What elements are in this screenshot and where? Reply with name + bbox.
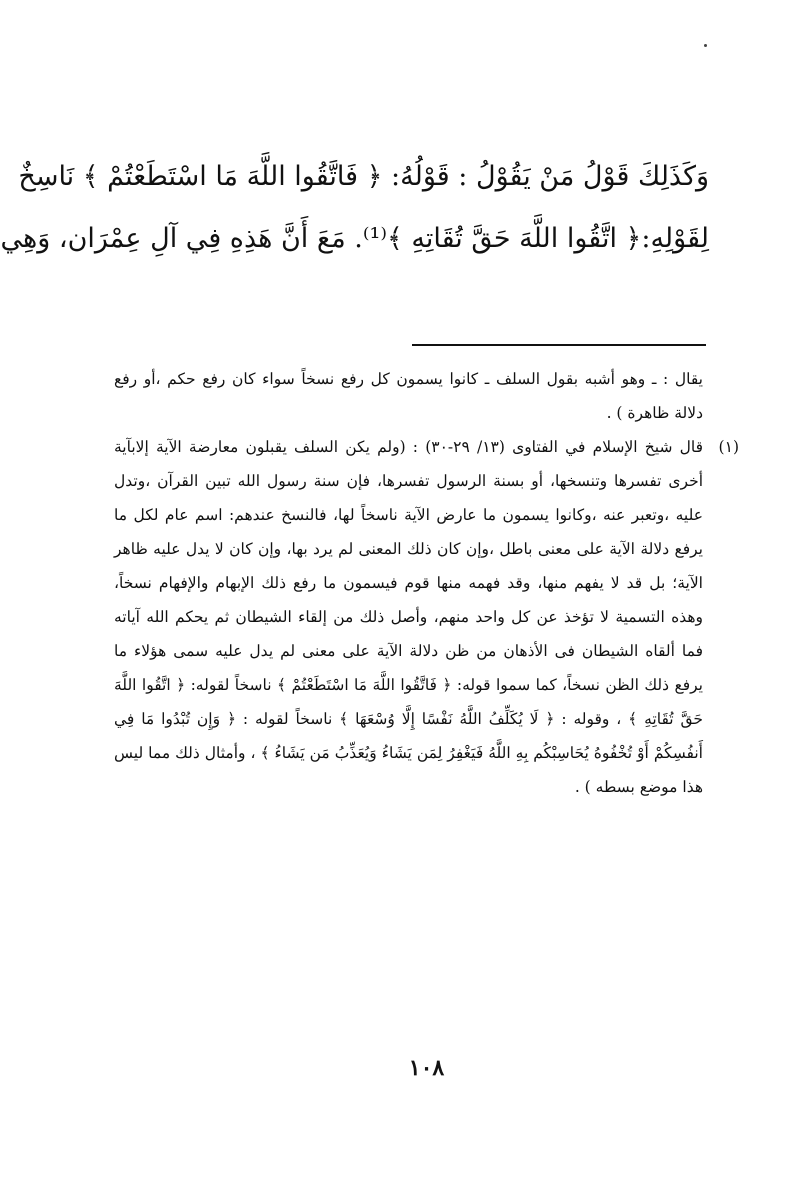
footnote-continuation: يقال : ـ وهو أشبه بقول السلف ـ كانوا يسمون كل رفع نسخاً سواء كان رفع حكم ،أو رفع دلالة ظاهرة ) .: [114, 370, 703, 422]
footnote-text: قال شيخ الإسلام في الفتاوى (١٣/ ٢٩-٣٠) : (ولم يكن السلف يقبلون معارضة الآية إلابآية أخرى تفسرها وتنسخها، أو بسنة الرسول تفسرها، فإن سنة رسول الله تبين القرآن ،وتدل عليه ،وتعبر عنه ،وكانوا يسمون ما عارض الآية ناسخاً لها، فالنسخ عندهم: اسم عام لكل ما يرفع دلالة الآية على معنى باطل ،وإن كان ذلك المعنى لم يرد بها، وإن كان لا يدل عليه ظاهر الآية؛ بل قد لا يفهم منها، وقد فهمه منها قوم فيسمون ما رفع ذلك الإبهام والإفهام نسخاً، وهذه التسمية لا تؤخذ عن كل واحد منهم، وأصل ذلك من إلقاء الشيطان ثم يحكم الله آياته فما ألقاه الشيطان فى الأذهان من ظن دلالة الآية على معنى لم يدل عليه سمى هؤلاء ما يرفع ذلك الظن نسخاً، كما سموا قوله: ﴿ فَاتَّقُوا اللَّهَ مَا اسْتَطَعْتُمْ ﴾ ناسخاً لقوله: ﴿ اتَّقُوا اللَّهَ حَقَّ تُقَاتِهِ ﴾ ، وقوله : ﴿ لَا يُكَلِّفُ اللَّهُ نَفْسًا إِلَّا وُسْعَهَا ﴾ ناسخاً لقوله : ﴿ وَإِن تُبْدُوا مَا فِي أَنفُسِكُمْ أَوْ تُخْفُوهُ يُحَاسِبْكُم بِهِ اللَّهُ فَيَغْفِرُ لِمَن يَشَاءُ وَيُعَذِّبُ مَن يَشَاءُ ﴾ ، وأمثال ذلك مما ليس هذا موضع بسطه ) .: [114, 438, 703, 796]
footnote-separator: [412, 344, 706, 346]
page-speck: [704, 44, 707, 47]
main-text-line: لِقَوْلِهِ:﴿ اتَّقُوا اللَّهَ حَقَّ تُقَاتِهِ ﴾⁽¹⁾. مَعَ أَنَّ هَذِهِ فِي آلِ عِمْرَان، وَهِي: [0, 223, 709, 254]
footnotes: [114, 362, 739, 804]
footnote-1: [114, 430, 739, 804]
footnote-marker: (١): [718, 438, 739, 456]
main-text-line: وَكَذَلِكَ قَوْلُ مَنْ يَقُوْلُ : قَوْلُهُ: ﴿ فَاتَّقُوا اللَّهَ مَا اسْتَطَعْتُمْ ﴾ نَاسِخٌ: [18, 161, 709, 192]
page-number: ١٠٨: [408, 1055, 445, 1081]
main-text: [0, 146, 709, 270]
